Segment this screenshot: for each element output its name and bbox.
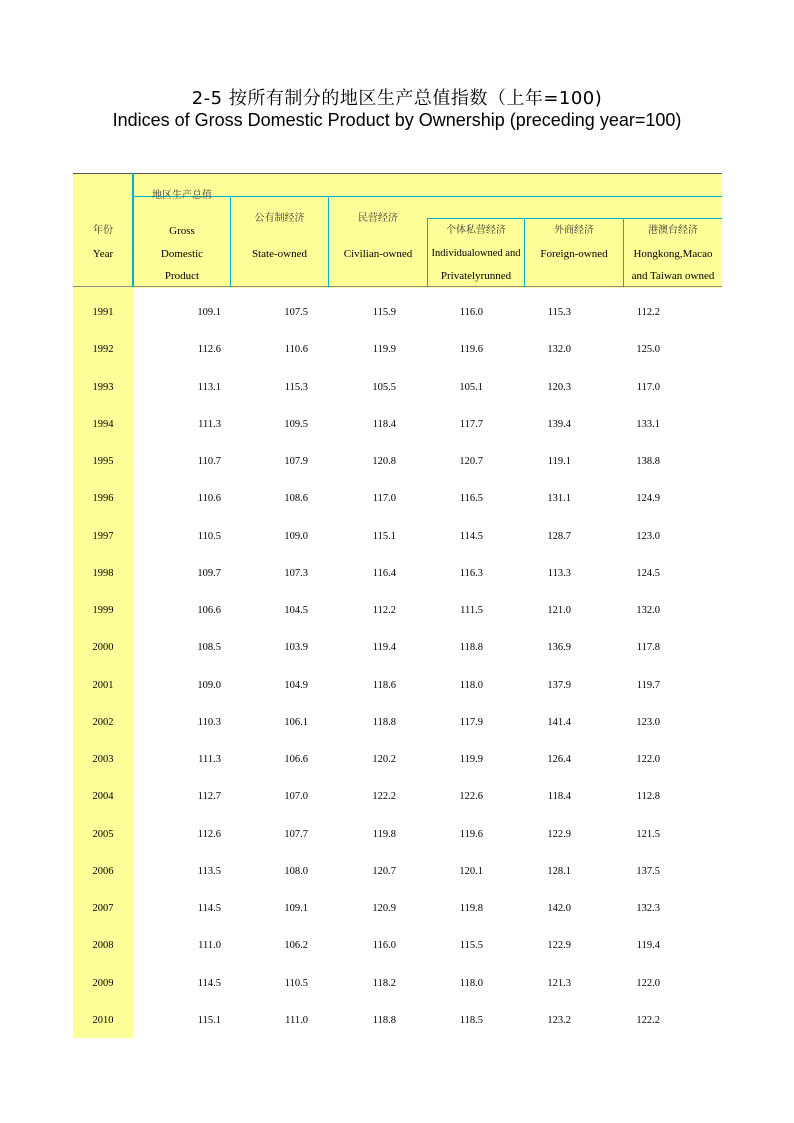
value-cell: 142.0 <box>547 903 571 915</box>
value-cell: 132.0 <box>547 344 571 356</box>
table-row <box>73 443 660 480</box>
value-cell: 112.8 <box>636 791 660 803</box>
value-cell: 117.0 <box>636 381 660 393</box>
table-row <box>73 927 660 964</box>
value-cell: 109.7 <box>197 567 221 579</box>
value-cell: 113.3 <box>547 567 571 579</box>
value-cell: 106.6 <box>197 605 221 617</box>
data-table <box>73 294 660 1039</box>
value-cell: 104.9 <box>284 679 308 691</box>
value-cell: 120.1 <box>459 865 483 877</box>
page-title-chinese: 2-5 按所有制分的地区生产总值指数（上年=100) <box>191 88 603 109</box>
table-row <box>73 555 660 592</box>
value-cell: 122.6 <box>459 791 483 803</box>
value-cell: 115.9 <box>372 307 396 319</box>
header-hkmt-en: Hongkong,Macao <box>633 248 713 260</box>
value-cell: 120.3 <box>547 381 571 393</box>
value-cell: 117.9 <box>459 716 483 728</box>
value-cell: 111.0 <box>285 1014 308 1026</box>
value-cell: 138.8 <box>636 456 660 468</box>
year-cell: 2008 <box>92 940 114 952</box>
year-cell: 2002 <box>92 716 114 728</box>
year-cell: 1997 <box>92 530 114 542</box>
table-row <box>73 778 660 815</box>
value-cell: 132.3 <box>636 903 660 915</box>
value-cell: 106.1 <box>284 716 308 728</box>
year-cell: 2001 <box>92 679 114 691</box>
value-cell: 119.4 <box>372 642 396 654</box>
value-cell: 112.6 <box>197 344 221 356</box>
value-cell: 109.5 <box>284 418 308 430</box>
value-cell: 119.1 <box>547 456 571 468</box>
year-cell: 1994 <box>92 418 114 430</box>
value-cell: 118.0 <box>459 977 483 989</box>
value-cell: 117.7 <box>459 418 483 430</box>
value-cell: 120.7 <box>372 865 396 877</box>
value-cell: 139.4 <box>547 418 571 430</box>
table-row <box>73 518 660 555</box>
value-cell: 110.3 <box>197 716 221 728</box>
table-row <box>73 704 660 741</box>
value-cell: 128.1 <box>547 865 571 877</box>
header-gdp-cn: 地区生产总值 <box>152 190 212 201</box>
value-cell: 123.0 <box>636 716 660 728</box>
value-cell: 125.0 <box>636 344 660 356</box>
header-individual-cn: 个体私营经济 <box>446 225 506 236</box>
value-cell: 113.1 <box>197 381 221 393</box>
value-cell: 119.9 <box>459 754 483 766</box>
value-cell: 112.2 <box>636 307 660 319</box>
header-foreign-en: Foreign-owned <box>540 248 608 260</box>
value-cell: 116.5 <box>459 493 483 505</box>
year-cell: 2000 <box>92 642 114 654</box>
year-cell: 2004 <box>92 791 114 803</box>
page-title-english: Indices of Gross Domestic Product by Ownership (preceding year=100) <box>112 110 682 130</box>
value-cell: 118.5 <box>459 1014 483 1026</box>
year-cell: 1996 <box>92 493 114 505</box>
value-cell: 137.9 <box>547 679 571 691</box>
table-row <box>73 741 660 778</box>
value-cell: 118.4 <box>372 418 396 430</box>
value-cell: 107.9 <box>284 456 308 468</box>
value-cell: 116.0 <box>459 307 483 319</box>
value-cell: 107.7 <box>284 828 308 840</box>
header-state-en: State-owned <box>252 248 307 260</box>
header-hkmt-en: and Taiwan owned <box>631 270 715 282</box>
header-foreign-cn: 外商经济 <box>554 225 594 236</box>
table-row <box>73 331 660 368</box>
value-cell: 137.5 <box>636 865 660 877</box>
value-cell: 112.2 <box>372 605 396 617</box>
table-row <box>73 592 660 629</box>
value-cell: 107.0 <box>284 791 308 803</box>
table-row <box>73 1002 660 1039</box>
value-cell: 122.9 <box>547 940 571 952</box>
header-line <box>427 218 722 219</box>
value-cell: 132.0 <box>636 605 660 617</box>
value-cell: 110.5 <box>284 977 308 989</box>
value-cell: 105.5 <box>372 381 396 393</box>
table-row <box>73 816 660 853</box>
value-cell: 124.5 <box>636 567 660 579</box>
year-cell: 1999 <box>92 605 114 617</box>
value-cell: 116.3 <box>459 567 483 579</box>
value-cell: 122.0 <box>636 977 660 989</box>
value-cell: 122.0 <box>636 754 660 766</box>
value-cell: 115.3 <box>284 381 308 393</box>
value-cell: 107.5 <box>284 307 308 319</box>
value-cell: 111.3 <box>198 418 221 430</box>
year-cell: 2006 <box>92 865 114 877</box>
value-cell: 122.9 <box>547 828 571 840</box>
value-cell: 104.5 <box>284 605 308 617</box>
value-cell: 123.0 <box>636 530 660 542</box>
value-cell: 126.4 <box>547 754 571 766</box>
header-individual-en: Privatelyrunned <box>440 270 512 282</box>
value-cell: 115.1 <box>372 530 396 542</box>
header-gdp-en: Domestic <box>160 248 204 260</box>
value-cell: 115.1 <box>197 1014 221 1026</box>
table-row <box>73 480 660 517</box>
value-cell: 110.6 <box>284 344 308 356</box>
header-civilian-en: Civilian-owned <box>343 248 413 260</box>
value-cell: 119.7 <box>636 679 660 691</box>
value-cell: 117.8 <box>636 642 660 654</box>
value-cell: 119.8 <box>372 828 396 840</box>
header-state-cn: 公有制经济 <box>254 213 305 224</box>
value-cell: 114.5 <box>197 903 221 915</box>
value-cell: 103.9 <box>284 642 308 654</box>
value-cell: 118.8 <box>372 716 396 728</box>
table-row <box>73 369 660 406</box>
value-cell: 118.2 <box>372 977 396 989</box>
value-cell: 136.9 <box>547 642 571 654</box>
header-year-cn: 年份 <box>93 225 113 236</box>
table-row <box>73 629 660 666</box>
year-cell: 1993 <box>92 381 114 393</box>
value-cell: 109.0 <box>197 679 221 691</box>
value-cell: 111.3 <box>198 754 221 766</box>
header-gdp-en: Product <box>164 270 200 282</box>
year-cell: 1992 <box>92 344 114 356</box>
year-cell: 1991 <box>92 307 114 319</box>
value-cell: 119.4 <box>636 940 660 952</box>
header-hkmt-cn: 港澳台经济 <box>648 225 698 236</box>
value-cell: 116.4 <box>372 567 396 579</box>
value-cell: 114.5 <box>459 530 483 542</box>
value-cell: 114.5 <box>197 977 221 989</box>
header-civilian-cn: 民营经济 <box>358 213 398 224</box>
table-row <box>73 667 660 704</box>
value-cell: 120.2 <box>372 754 396 766</box>
table-row <box>73 406 660 443</box>
year-cell: 1995 <box>92 456 114 468</box>
value-cell: 118.6 <box>372 679 396 691</box>
value-cell: 118.0 <box>459 679 483 691</box>
value-cell: 113.5 <box>197 865 221 877</box>
value-cell: 109.0 <box>284 530 308 542</box>
value-cell: 110.5 <box>197 530 221 542</box>
value-cell: 120.9 <box>372 903 396 915</box>
value-cell: 128.7 <box>547 530 571 542</box>
value-cell: 110.6 <box>197 493 221 505</box>
value-cell: 120.7 <box>459 456 483 468</box>
year-cell: 1998 <box>92 567 114 579</box>
year-cell: 2003 <box>92 754 114 766</box>
year-cell: 2007 <box>92 903 114 915</box>
year-cell: 2009 <box>92 977 114 989</box>
value-cell: 110.7 <box>197 456 221 468</box>
value-cell: 108.6 <box>284 493 308 505</box>
value-cell: 109.1 <box>284 903 308 915</box>
header-individual-en: Individualowned and <box>431 248 521 259</box>
value-cell: 120.8 <box>372 456 396 468</box>
value-cell: 124.9 <box>636 493 660 505</box>
value-cell: 121.3 <box>547 977 571 989</box>
value-cell: 133.1 <box>636 418 660 430</box>
value-cell: 141.4 <box>547 716 571 728</box>
value-cell: 123.2 <box>547 1014 571 1026</box>
value-cell: 116.0 <box>372 940 396 952</box>
value-cell: 119.6 <box>459 344 483 356</box>
value-cell: 109.1 <box>197 307 221 319</box>
value-cell: 107.3 <box>284 567 308 579</box>
value-cell: 108.0 <box>284 865 308 877</box>
header-gdp-en: Gross <box>169 225 195 237</box>
year-cell: 2005 <box>92 828 114 840</box>
value-cell: 121.0 <box>547 605 571 617</box>
value-cell: 111.5 <box>460 605 483 617</box>
value-cell: 115.3 <box>547 307 571 319</box>
value-cell: 119.6 <box>459 828 483 840</box>
value-cell: 117.0 <box>372 493 396 505</box>
value-cell: 112.7 <box>197 791 221 803</box>
value-cell: 119.9 <box>372 344 396 356</box>
value-cell: 121.5 <box>636 828 660 840</box>
value-cell: 105.1 <box>459 381 483 393</box>
value-cell: 106.2 <box>284 940 308 952</box>
value-cell: 122.2 <box>372 791 396 803</box>
table-row <box>73 294 660 331</box>
value-cell: 119.8 <box>459 903 483 915</box>
value-cell: 118.4 <box>547 791 571 803</box>
value-cell: 111.0 <box>198 940 221 952</box>
year-cell: 2010 <box>92 1014 114 1026</box>
table-row <box>73 853 660 890</box>
value-cell: 112.6 <box>197 828 221 840</box>
value-cell: 118.8 <box>459 642 483 654</box>
header-year-en: Year <box>92 248 114 260</box>
value-cell: 122.2 <box>636 1014 660 1026</box>
table-row <box>73 890 660 927</box>
value-cell: 115.5 <box>459 940 483 952</box>
value-cell: 131.1 <box>547 493 571 505</box>
value-cell: 118.8 <box>372 1014 396 1026</box>
value-cell: 108.5 <box>197 642 221 654</box>
table-row <box>73 965 660 1002</box>
value-cell: 106.6 <box>284 754 308 766</box>
